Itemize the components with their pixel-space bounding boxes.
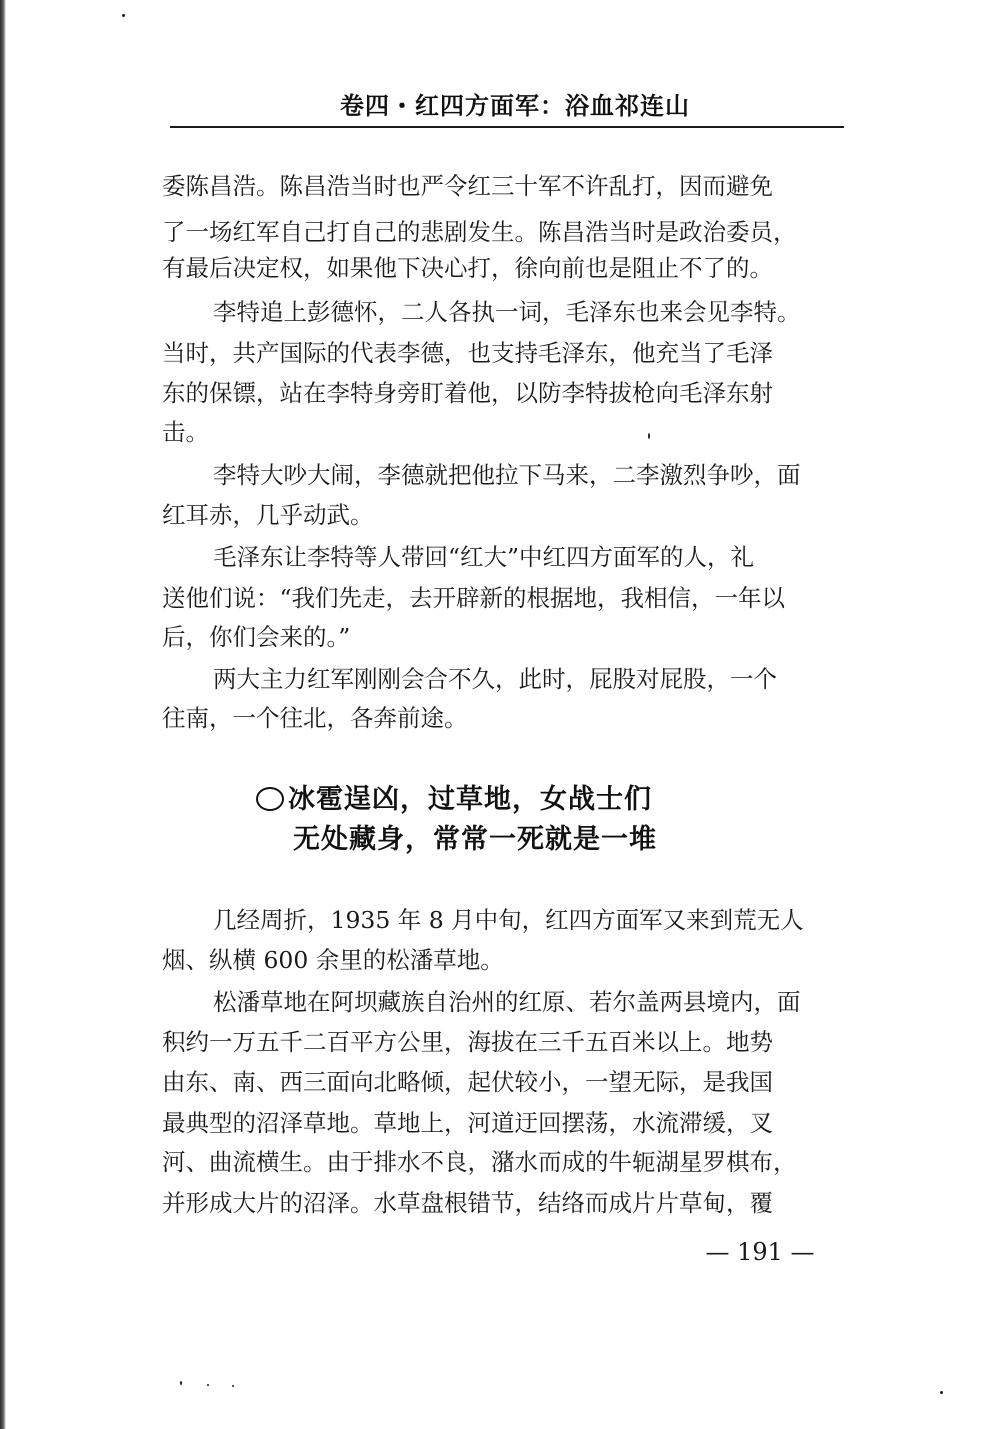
text-line: 了一场红军自己打自己的悲剧发生。陈昌浩当时是政治委员， — [162, 218, 797, 246]
text-line: 李特追上彭德怀，二人各执一词，毛泽东也来会见李特。 — [213, 298, 801, 326]
text-line: 烟、纵横 600 余里的松潘草地。 — [162, 946, 504, 974]
text-line: 最典型的沼泽草地。草地上，河道迂回摆荡，水流滞缓，叉 — [162, 1109, 773, 1137]
scan-speck — [232, 1385, 234, 1387]
text-line: 委陈昌浩。陈昌浩当时也严令红三十军不许乱打，因而避免 — [162, 172, 773, 200]
text-line: 当时，共产国际的代表李德，也支持毛泽东，他充当了毛泽 — [162, 339, 773, 367]
text-line: 送他们说：“我们先走，去开辟新的根据地，我相信，一年以 — [162, 584, 786, 612]
text-line: 后，你们会来的。” — [162, 623, 351, 651]
running-head: 卷四・红四方面军：浴血祁连山 — [340, 92, 690, 120]
text-line: 东的保镖，站在李特身旁盯着他，以防李特拔枪向毛泽东射 — [162, 379, 773, 407]
text-line: 红耳赤，几乎动武。 — [162, 501, 374, 529]
text-line: 几经周折，1935 年 8 月中旬，红四方面军又来到荒无人 — [213, 906, 804, 934]
text-line: 击。 — [162, 418, 209, 446]
text-line: 往南，一个往北，各奔前途。 — [162, 704, 468, 732]
scan-speck — [648, 433, 650, 439]
text-line: 松潘草地在阿坝藏族自治州的红原、若尔盖两县境内，面 — [213, 988, 801, 1016]
section-title-line-2: 无处藏身，常常一死就是一堆 — [293, 824, 657, 855]
text-line: 李特大吵大闹，李德就把他拉下马来，二李激烈争吵，面 — [213, 461, 801, 489]
page-number: — 191 — — [705, 1238, 815, 1266]
text-line: 积约一万五千二百平方公里，海拔在三千五百米以上。地势 — [162, 1028, 773, 1056]
scan-binding-edge — [0, 0, 6, 1429]
section-circle-icon — [256, 787, 284, 811]
scan-speck — [122, 14, 125, 17]
scan-speck — [207, 1384, 209, 1386]
header-rule — [170, 126, 844, 128]
text-line: 并形成大片的沼泽。水草盘根错节，结络而成片片草甸，覆 — [162, 1189, 773, 1217]
scan-speck — [940, 1391, 943, 1394]
text-line: 有最后决定权，如果他下决心打，徐向前也是阻止不了的。 — [162, 254, 773, 282]
text-line: 由东、南、西三面向北略倾，起伏较小，一望无际，是我国 — [162, 1068, 773, 1096]
section-title-line-1: 冰雹逞凶，过草地，女战士们 — [288, 784, 652, 815]
text-line: 毛泽东让李特等人带回“红大”中红四方面军的人，礼 — [213, 543, 755, 571]
text-line: 两大主力红军刚刚会合不久，此时，屁股对屁股，一个 — [213, 665, 777, 693]
text-line: 河、曲流横生。由于排水不良，潴水而成的牛轭湖星罗棋布， — [162, 1148, 797, 1176]
scan-speck — [180, 1381, 182, 1385]
